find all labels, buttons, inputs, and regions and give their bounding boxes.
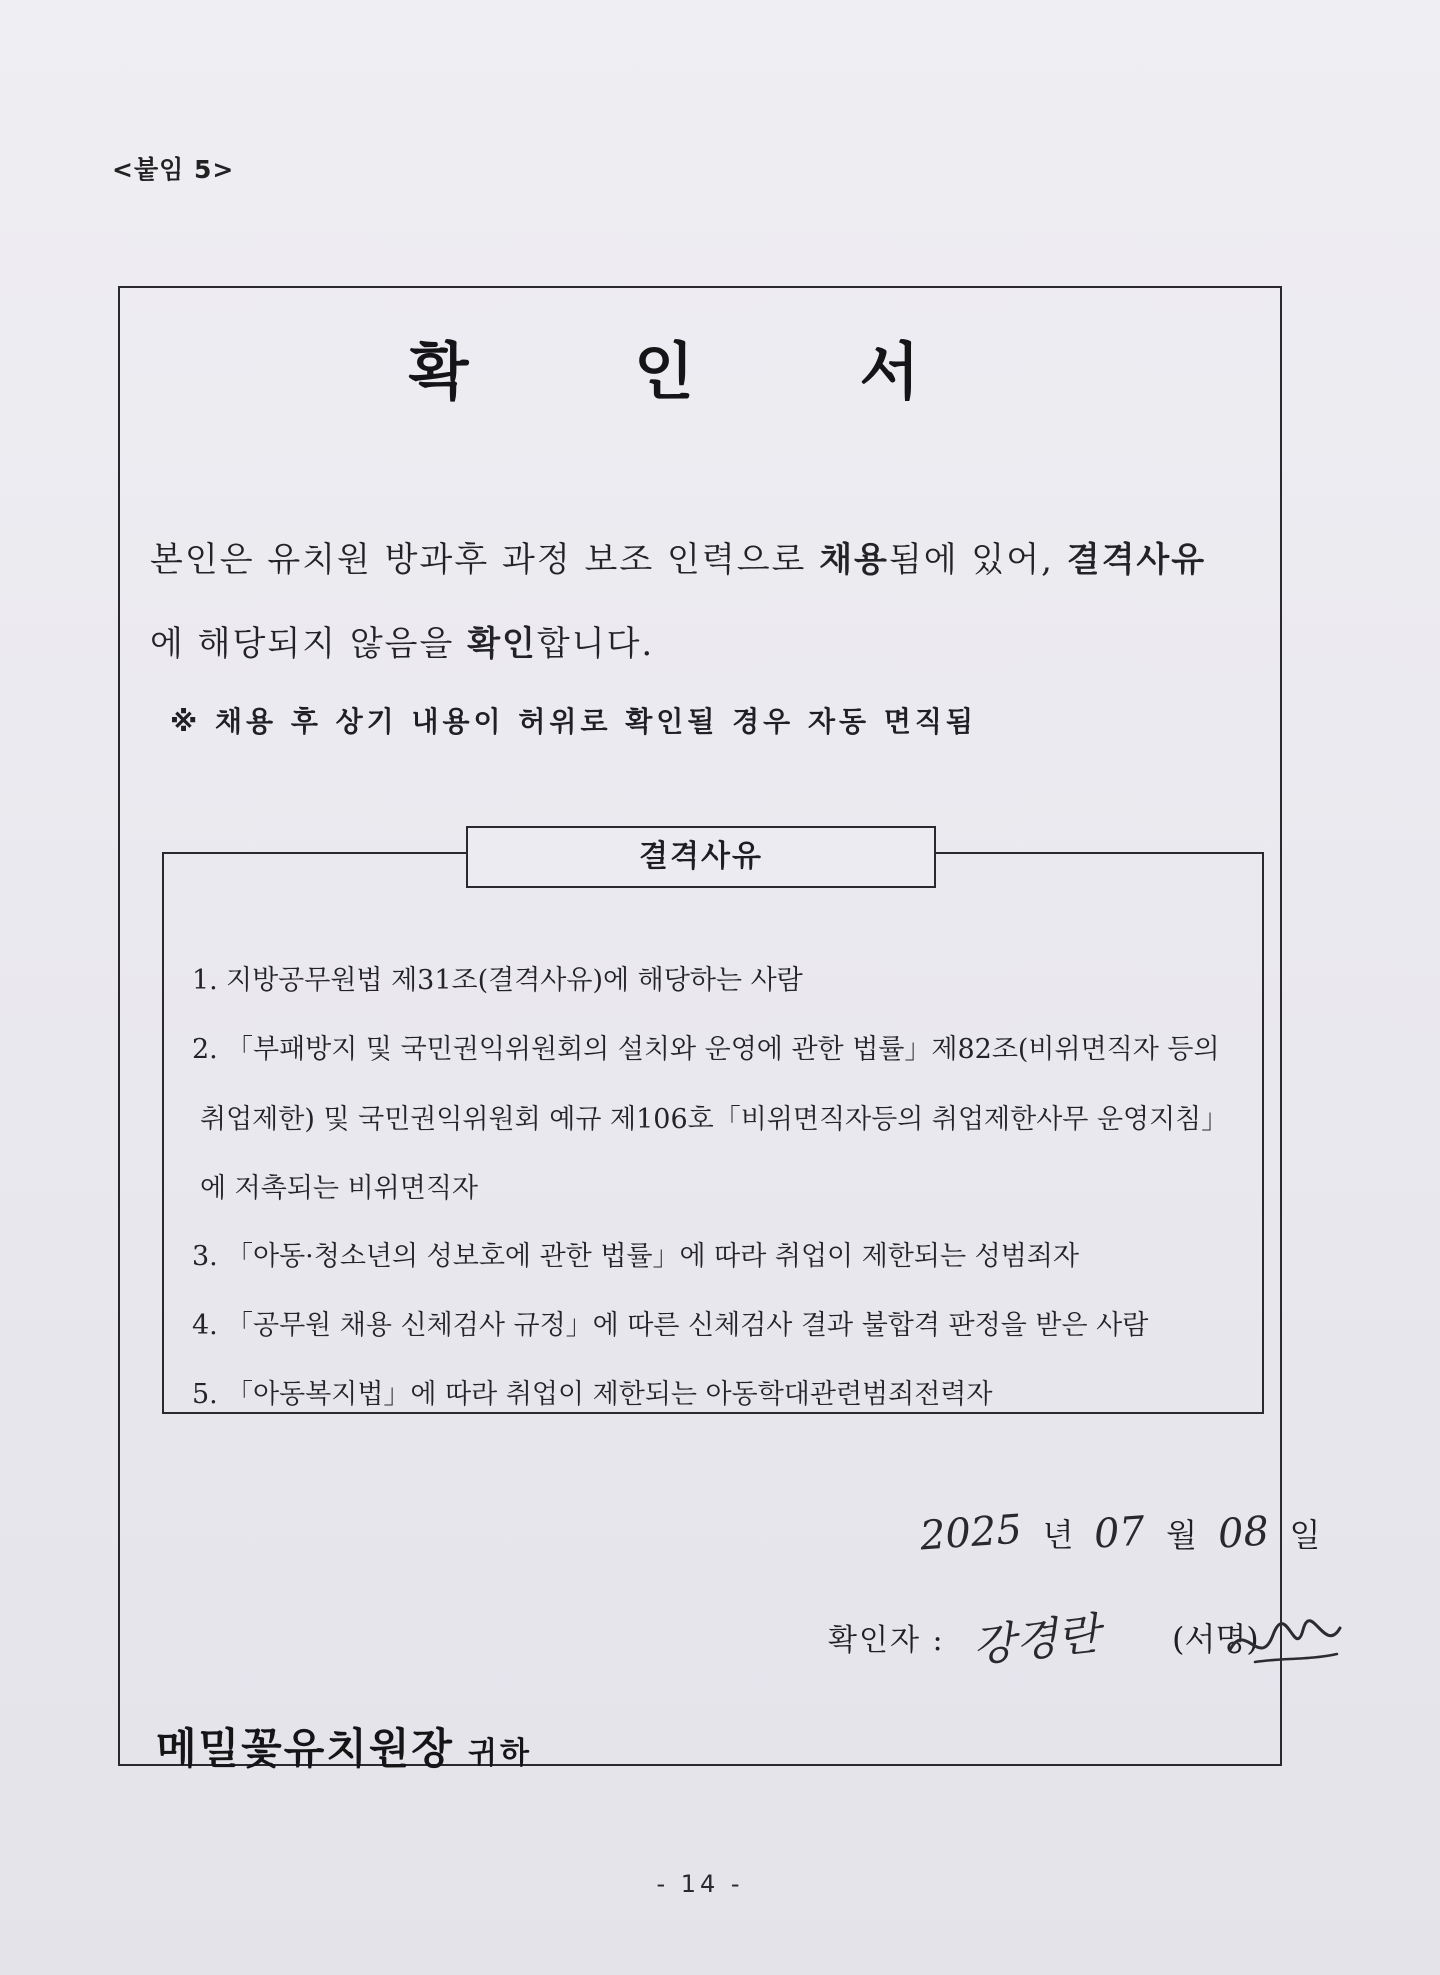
list-item <box>192 1372 992 1411</box>
list-item-continuation <box>200 1166 478 1205</box>
list-item-continuation <box>200 1097 1228 1136</box>
item-text: 「부패방지 및 국민권익위원회의 설치와 운영에 관한 법률」제82조(비위면직자 등의 <box>226 1034 1220 1065</box>
list-item <box>192 1234 1079 1273</box>
item-number: 1. <box>192 965 218 996</box>
addressee <box>156 1716 532 1776</box>
signature-scribble <box>1225 1600 1345 1680</box>
list-item <box>192 1303 1148 1342</box>
handwritten-month: 07 <box>1092 1508 1147 1558</box>
item-number: 2. <box>192 1034 218 1065</box>
statement-bold-text: 채용 <box>819 540 889 580</box>
handwritten-name: 강경란 <box>970 1608 1103 1673</box>
signing-date <box>918 1506 1330 1560</box>
list-item <box>192 1027 1220 1066</box>
item-text: 에 저촉되는 비위면직자 <box>200 1173 478 1204</box>
statement-text: 됨에 있어, <box>888 540 1067 580</box>
page-number: - 14 - <box>656 1870 744 1898</box>
item-text: 「아동복지법」에 따라 취업이 제한되는 아동학대관련범죄전력자 <box>226 1379 993 1410</box>
document-title: 확 인 서 <box>408 335 992 408</box>
disqualification-title: 결격사유 <box>466 826 936 888</box>
list-item <box>192 958 803 997</box>
item-number: 3. <box>192 1241 218 1272</box>
statement-line-2 <box>150 616 654 665</box>
attachment-label: <붙임 5> <box>112 155 235 184</box>
item-text: 「아동·청소년의 성보호에 관한 법률」에 따라 취업이 제한되는 성범죄자 <box>226 1241 1079 1272</box>
item-text: 지방공무원법 제31조(결격사유)에 해당하는 사람 <box>226 965 803 996</box>
handwritten-day: 08 <box>1216 1508 1271 1558</box>
confirmer-label <box>828 1615 945 1659</box>
addressee-suffix: 귀하 <box>468 1736 532 1771</box>
year-label: 년 <box>1042 1516 1074 1554</box>
confirmer-label-text: 확인자 : <box>828 1623 945 1658</box>
statement-text: 에 해당되지 않음을 <box>150 624 468 664</box>
statement-bold-text: 결격사유 <box>1066 540 1207 580</box>
month-label: 월 <box>1166 1516 1197 1554</box>
item-text: 취업제한) 및 국민권익위원회 예규 제106호「비위면직자등의 취업제한사무 운영지침」 <box>200 1104 1229 1135</box>
signature-label: (서명) <box>1172 1620 1259 1658</box>
dismissal-notice: ※ 채용 후 상기 내용이 허위로 확인될 경우 자동 면직됨 <box>170 705 977 738</box>
statement-bold-text: 확인 <box>467 624 537 664</box>
item-number: 5. <box>192 1379 218 1410</box>
handwritten-year: 2025 <box>918 1506 1024 1560</box>
statement-line-1 <box>150 532 1206 581</box>
item-number: 4. <box>192 1310 218 1341</box>
statement-text: 본인은 유치원 방과후 과정 보조 인력으로 <box>150 540 820 580</box>
day-label: 일 <box>1289 1516 1321 1554</box>
addressee-name: 메밀꽃유치원장 <box>156 1724 455 1773</box>
statement-text: 합니다. <box>536 624 655 664</box>
item-text: 「공무원 채용 신체검사 규정」에 따른 신체검사 결과 불합격 판정을 받은 사람 <box>226 1310 1149 1341</box>
